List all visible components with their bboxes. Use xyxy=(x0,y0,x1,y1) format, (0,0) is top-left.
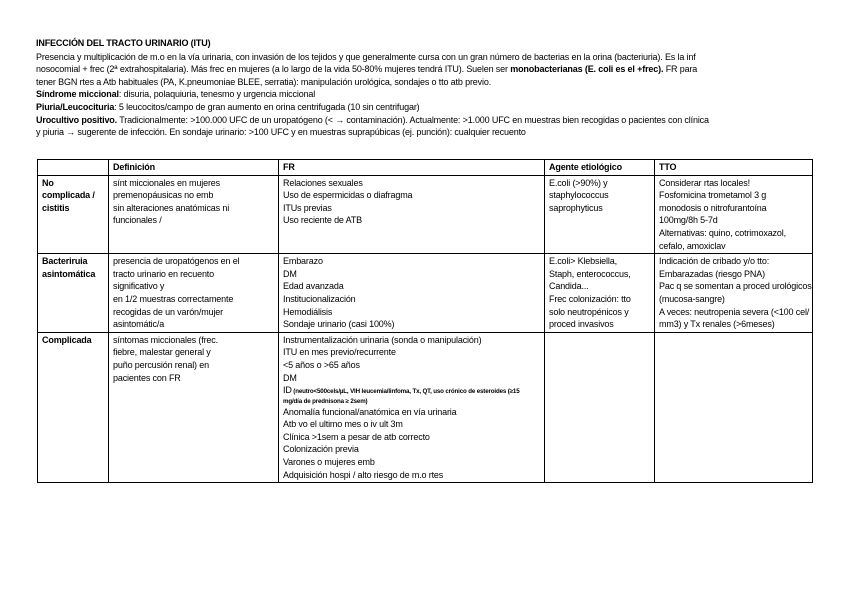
intro-section xyxy=(36,37,826,139)
header-definicion: Definición xyxy=(109,160,279,176)
cell-line: Pac q se somentan a proced urológicos xyxy=(659,281,812,292)
cell-line: Fosfomicina trometamol 3 g xyxy=(659,190,767,201)
cell-line: Sondaje urinario (casi 100%) xyxy=(283,319,395,330)
document-title: INFECCIÓN DEL TRACTO URINARIO (ITU) xyxy=(36,38,211,48)
tto-cell xyxy=(655,175,813,254)
row-type-cell xyxy=(38,175,109,254)
cell-line: Frec colonización: tto xyxy=(549,293,631,304)
cell-line: cefalo, amoxiclav xyxy=(659,240,726,251)
definition-paragraph xyxy=(36,51,826,89)
agente-cell xyxy=(545,254,655,333)
cell-line: DM xyxy=(283,268,297,279)
cell-line: E.coli> Klebsiella, xyxy=(549,256,617,267)
cell-line: sin alteraciones anatómicas ni xyxy=(113,202,230,213)
cell-line: (mucosa-sangre) xyxy=(659,293,725,304)
monobacterianas-bold: monobacterianas (E. coli es el +frec). xyxy=(510,64,664,75)
cell-line: funcionales / xyxy=(113,215,162,226)
id-detail: (neutro<500cels/µL, VIH leucemia/linfoma, Tx, QT, uso crónico de esteroides (≥15 mg/día de prednisona ≥ 2sem) xyxy=(283,388,520,405)
piuria-line xyxy=(36,101,826,114)
cell-line: Adquisición hospi / alto riesgo de m.o rtes xyxy=(283,469,444,480)
cell-line: fiebre, malestar general y xyxy=(113,347,211,358)
row-type-line: complicada / xyxy=(42,190,95,201)
cell-line: Relaciones sexuales xyxy=(283,177,363,188)
cell-line: Clínica >1sem a pesar de atb correcto xyxy=(283,431,430,442)
definition-line-2: nosocomial + frec (2ª extrahospitalaria). Más frec en mujeres (a lo largo de la vida 50-80% mujeres tendrá ITU). Suelen ser xyxy=(36,64,511,75)
row-type-line: Complicada xyxy=(42,334,92,345)
cell-line: Alternativas: quino, cotrimoxazol, xyxy=(659,227,786,238)
row-type-cell xyxy=(38,332,109,483)
row-type-cell xyxy=(38,254,109,333)
fr-cell xyxy=(279,332,545,483)
cell-line: Uso de espermicidas o diafragma xyxy=(283,190,413,201)
cell-line: saprophyticus xyxy=(549,202,603,213)
header-fr: FR xyxy=(279,160,545,176)
definicion-cell xyxy=(109,175,279,254)
cell-line: Considerar rtas locales! xyxy=(659,177,750,188)
cell-line: Anomalía funcional/anatómica en vía urinaria xyxy=(283,406,457,417)
header-agente: Agente etiológico xyxy=(545,160,655,176)
cell-line: en 1/2 muestras correctamente xyxy=(113,293,234,304)
cell-line: Hemodiálisis xyxy=(283,306,333,317)
cell-line: Colonización previa xyxy=(283,444,359,455)
cell-line: <5 años o >65 años xyxy=(283,359,360,370)
cell-line: síntomas miccionales (frec. xyxy=(113,334,218,345)
definicion-cell xyxy=(109,332,279,483)
cell-line: Candida... xyxy=(549,281,589,292)
sindrome-label: Síndrome miccional xyxy=(36,89,119,100)
cell-line: Staph, enterococcus, xyxy=(549,268,631,279)
table-row xyxy=(38,254,813,333)
urocultivo-line xyxy=(36,114,826,139)
tto-cell xyxy=(655,254,813,333)
definition-line-2-tail: FR para xyxy=(663,64,698,75)
cell-line: asintomátic/a xyxy=(113,319,165,330)
cell-line: Uso reciente de ATB xyxy=(283,215,363,226)
cell-line: recogidas de un varón/mujer xyxy=(113,306,224,317)
row-type-line: No xyxy=(42,177,54,188)
id-label: ID xyxy=(283,385,292,396)
id-line xyxy=(283,384,540,406)
cell-line: ITU en mes previo/recurrente xyxy=(283,347,396,358)
cell-line: A veces: neutropenia severa (<100 cel/ xyxy=(659,306,810,317)
cell-line: puño percusión renal) en xyxy=(113,359,209,370)
fr-cell xyxy=(279,254,545,333)
cell-line: DM xyxy=(283,372,297,383)
cell-line: Embarazadas (riesgo PNA) xyxy=(659,268,765,279)
cell-line: E.coli (>90%) y xyxy=(549,177,608,188)
cell-line: solo neutropénicos y xyxy=(549,306,629,317)
urocultivo-label: Urocultivo positivo. xyxy=(36,114,118,125)
table-row xyxy=(38,175,813,254)
cell-line: proced invasivos xyxy=(549,319,614,330)
table-header-row xyxy=(38,160,813,176)
cell-line: mm3) y Tx renales (>6meses) xyxy=(659,319,775,330)
header-empty xyxy=(38,160,109,176)
cell-line: Embarazo xyxy=(283,256,323,267)
sindrome-line xyxy=(36,88,826,101)
cell-line: Institucionalización xyxy=(283,293,356,304)
cell-line: staphylococcus xyxy=(549,190,609,201)
itu-table xyxy=(37,159,813,483)
cell-line: significativo y xyxy=(113,281,165,292)
row-type-line: Bacteriruia xyxy=(42,256,88,267)
cell-line: ITUs previas xyxy=(283,202,332,213)
cell-line: Instrumentalización urinaria (sonda o manipulación) xyxy=(283,334,482,345)
cell-line: premenopáusicas no emb xyxy=(113,190,214,201)
cell-line: sínt miccionales en mujeres xyxy=(113,177,220,188)
agente-cell xyxy=(545,175,655,254)
urocultivo-text-1: Tradicionalmente: >100.000 UFC de un uropatógeno (< → contaminación). Actualmente: >1.000 UFC en muestras bien recogidas o pacientes con clínica xyxy=(117,114,709,125)
definition-line-3: tener BGN rtes a Atb habituales (PA, K.pneumoniae BLEE, serratia): manipulación urológica, sondajes o tto atb previo. xyxy=(36,76,492,87)
cell-line: presencia de uropatógenos en el xyxy=(113,256,240,267)
tto-cell xyxy=(655,332,813,483)
table-row xyxy=(38,332,813,483)
row-type-line: cistitis xyxy=(42,202,70,213)
cell-line: tracto urinario en recuento xyxy=(113,268,215,279)
definicion-cell xyxy=(109,254,279,333)
header-tto: TTO xyxy=(655,160,813,176)
cell-line: pacientes con FR xyxy=(113,372,181,383)
row-type-line: asintomática xyxy=(42,268,96,279)
cell-line: Atb vo el ultimo mes o iv ult 3m xyxy=(283,419,403,430)
cell-line: Indicación de cribado y/o tto: xyxy=(659,256,770,267)
cell-line: monodosis o nitrofurantoína xyxy=(659,202,767,213)
cell-line: Varones o mujeres emb xyxy=(283,457,375,468)
piuria-text: : 5 leucocitos/campo de gran aumento en orina centrifugada (10 sin centrifugar) xyxy=(114,101,420,112)
cell-line: Edad avanzada xyxy=(283,281,344,292)
cell-line: 100mg/8h 5-7d xyxy=(659,215,718,226)
definition-line-1: Presencia y multiplicación de m.o en la vía urinaria, con invasión de los tejidos y que generalmente cursa con un gran número de bacterias en la orina (bacteriuria). Es la inf xyxy=(36,51,696,62)
sindrome-text: : disuria, polaquiuria, tenesmo y urgencia miccional xyxy=(118,89,316,100)
urocultivo-text-2: y piuria → sugerente de infección. En sondaje urinario: >100 UFC y en muestras suprapúbicas (ej. punción): cualquier recuento xyxy=(36,127,526,138)
piuria-label: Piuria/Leucocituria xyxy=(36,101,115,112)
fr-cell xyxy=(279,175,545,254)
agente-cell xyxy=(545,332,655,483)
